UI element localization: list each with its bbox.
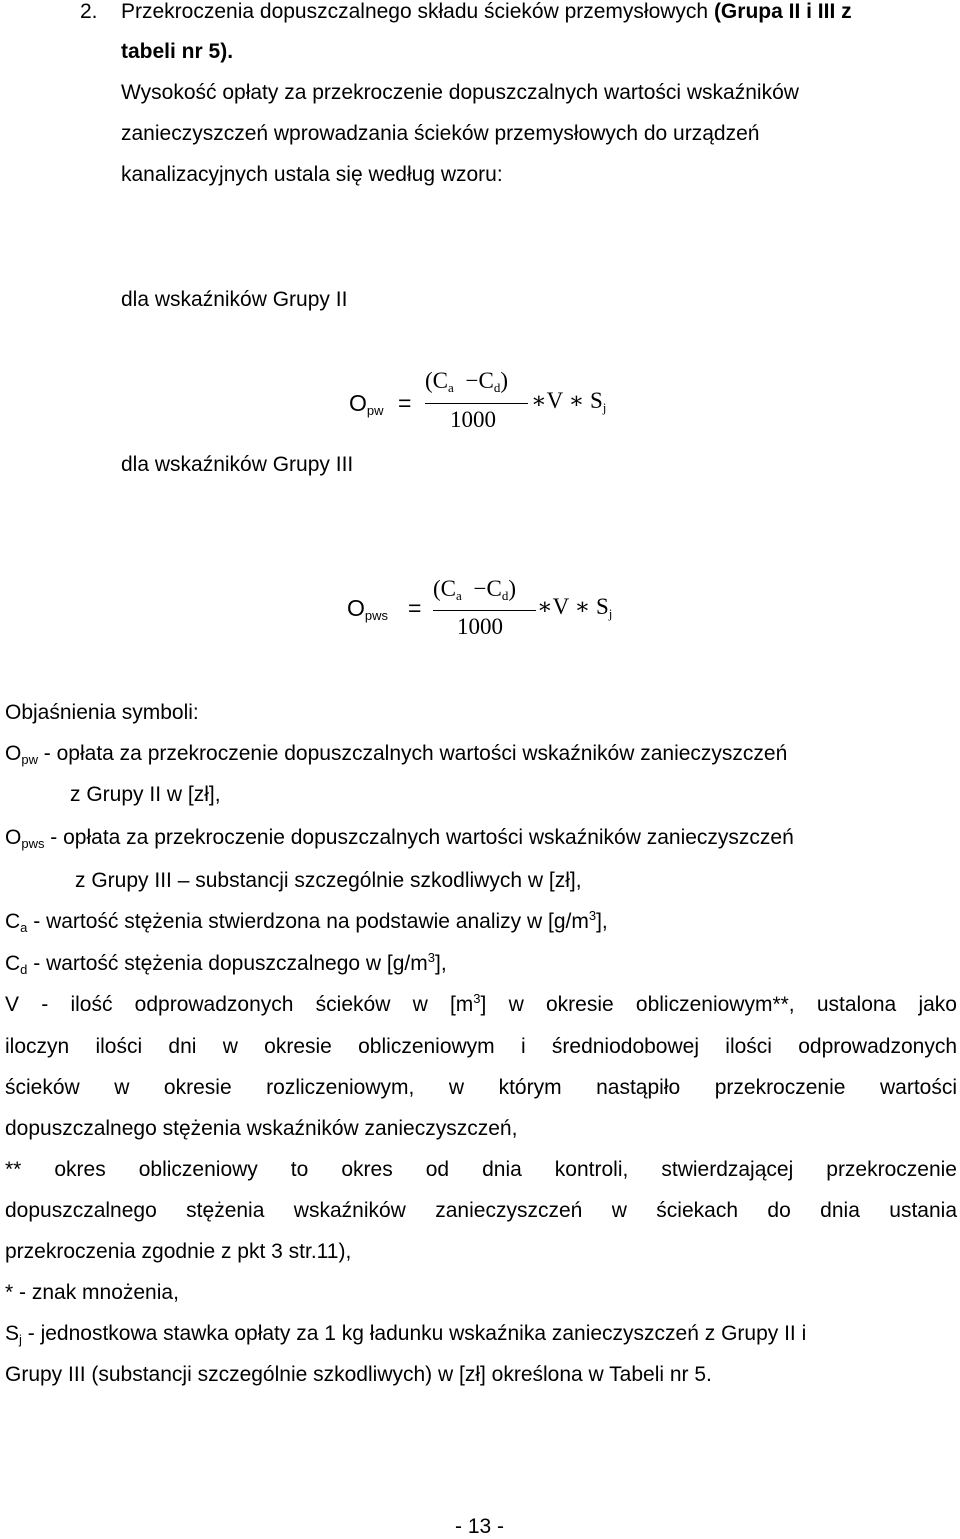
section-title-normal: Przekroczenia dopuszczalnego składu ścieków przemysłowych bbox=[121, 0, 714, 23]
legend-mult: * - znak mnożenia, bbox=[5, 1281, 179, 1304]
legend-v-line1: V - ilość odprowadzonych ścieków w $[m^3]$ w okresie obliczeniowym**, ustalona jako bbox=[5, 991, 957, 1016]
formula-equals: = bbox=[408, 595, 422, 621]
fraction-bar bbox=[433, 610, 536, 611]
formula-denominator: 1000 bbox=[457, 614, 503, 639]
legend-sj: $S_j$ - jednostkowa stawka opłaty za 1 kg ładunku wskaźnika zanieczyszczeń z Grupy II i bbox=[5, 1322, 807, 1347]
legend-opw-cont: z Grupy II w [zł], bbox=[70, 783, 221, 806]
legend-opw: $O_{pw}$ - opłata za przekroczenie dopuszczalnych wartości wskaźników zanieczyszczeń bbox=[5, 742, 788, 767]
group2-label: dla wskaźników Grupy II bbox=[121, 288, 348, 311]
formula-equals: = bbox=[398, 390, 412, 416]
legend-heading: Objaśnienia symboli: bbox=[5, 701, 199, 724]
legend-v-line2: iloczyn ilości dni w okresie obliczeniowym i średniodobowej ilości odprowadzonych bbox=[5, 1035, 957, 1058]
legend-opws-cont: z Grupy III – substancji szczególnie szkodliwych w [zł], bbox=[75, 869, 582, 892]
legend-cd: $C_d$ - wartość stężenia dopuszczalnego w $[g/m^3]$, bbox=[5, 950, 447, 977]
section-title-cont: tabeli nr 5). bbox=[121, 40, 234, 63]
group3-label: dla wskaźników Grupy III bbox=[121, 453, 354, 476]
section-title bbox=[121, 0, 852, 24]
legend-sj-cont: Grupy III (substancji szczególnie szkodliwych) w [zł] określona w Tabeli nr 5. bbox=[5, 1363, 712, 1386]
legend-okres-line1: ** okres obliczeniowy to okres od dnia kontroli, stwierdzającej przekroczenie bbox=[5, 1158, 957, 1181]
formula-lhs: $O_{pw}$ bbox=[349, 390, 384, 418]
intro-line-1: Wysokość opłaty za przekroczenie dopuszczalnych wartości wskaźników bbox=[121, 81, 799, 104]
formula-numerator: $(C_a -C_d)$ bbox=[433, 576, 517, 603]
intro-line-2: zanieczyszczeń wprowadzania ścieków przemysłowych do urządzeń bbox=[121, 122, 760, 145]
legend-ca: $C_a$ - wartość stężenia stwierdzona na podstawie analizy w $[g/m^3]$, bbox=[5, 908, 608, 935]
page-number: - 13 - bbox=[455, 1515, 505, 1538]
section-number: 2. bbox=[80, 0, 98, 23]
legend-v-line3: ścieków w okresie rozliczeniowym, w którym nastąpiło przekroczenie wartości bbox=[5, 1076, 957, 1099]
legend-v-line4: dopuszczalnego stężenia wskaźników zanieczyszczeń, bbox=[5, 1117, 518, 1140]
intro-line-3: kanalizacyjnych ustala się według wzoru: bbox=[121, 163, 503, 186]
legend-okres-line2: dopuszczalnego stężenia wskaźników zanieczyszczeń w ściekach do dnia ustania bbox=[5, 1199, 957, 1222]
formula-denominator: 1000 bbox=[450, 407, 496, 432]
formula-tail: ∗V ∗ $S_j$ bbox=[537, 594, 613, 621]
legend-okres-line3: przekroczenia zgodnie z pkt 3 str.11), bbox=[5, 1240, 352, 1263]
formula-tail: ∗V ∗ $S_j$ bbox=[531, 388, 607, 415]
formula-numerator: $(C_a -C_d)$ bbox=[425, 368, 509, 395]
section-title-bold: (Grupa II i III z bbox=[713, 0, 852, 23]
legend-opws: $O_{pws}$ - opłata za przekroczenie dopuszczalnych wartości wskaźników zanieczyszczeń bbox=[5, 826, 794, 851]
fraction-bar bbox=[425, 403, 528, 404]
formula-lhs: $O_{pws}$ bbox=[347, 595, 389, 623]
